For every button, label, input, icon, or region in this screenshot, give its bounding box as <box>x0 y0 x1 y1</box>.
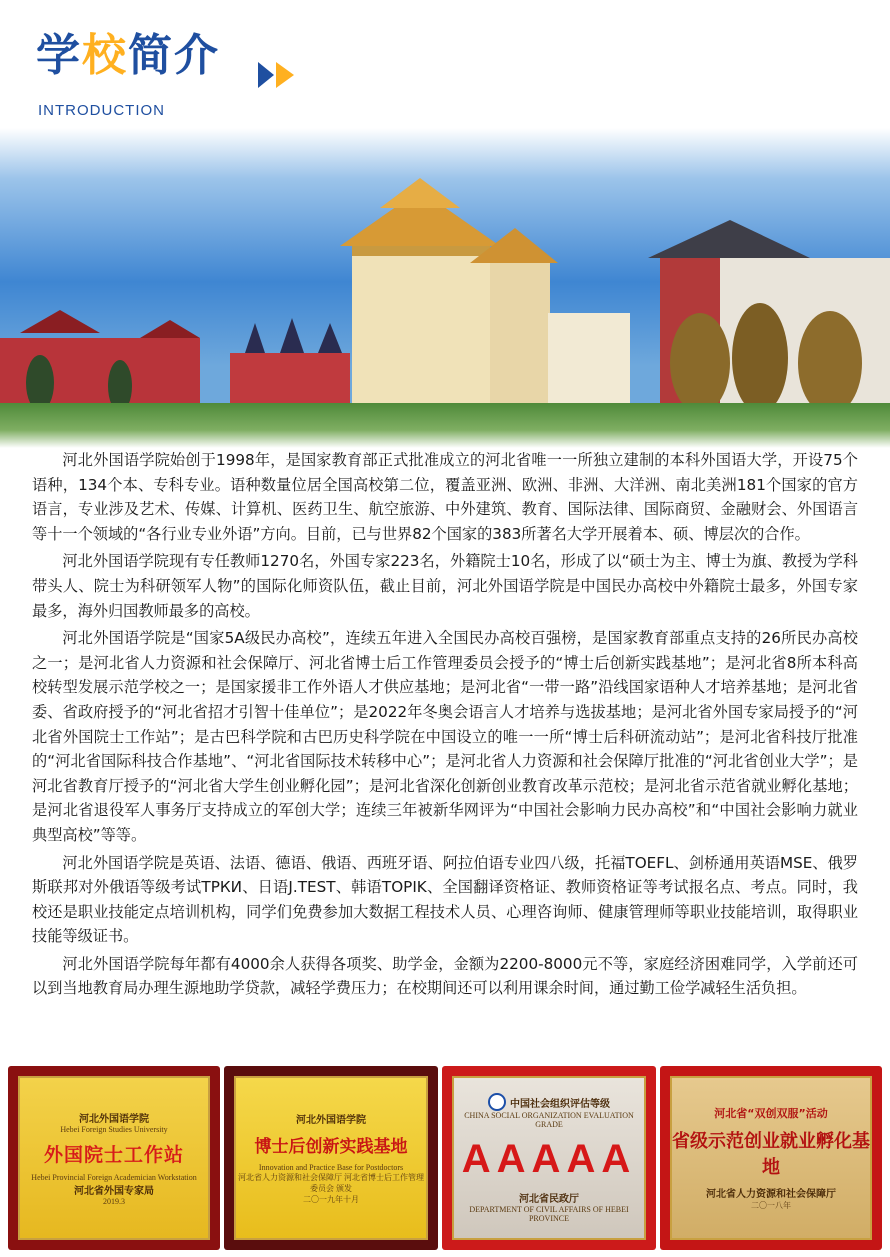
plaque-school-name: 河北外国语学院 <box>296 1115 366 1126</box>
plaque-org-title: 中国社会组织评估等级 <box>510 1098 610 1110</box>
plaque-postdoc-base <box>224 1066 438 1250</box>
campus-photo <box>0 128 890 448</box>
double-arrow-icon <box>258 58 302 92</box>
plaque-5a-rating <box>442 1066 656 1250</box>
intro-paragraph-faculty: 河北外国语学院现有专任教师1270名，外国专家223名，外籍院士10名，形成了以“硕士为主、博士为旗、教授为学科带头人、院士为科研领军人物”的国际化师资队伍，截止目前，河北外国语学院是中国民办高校中外籍院士最多，外国专家最多，海外归国教师最多的高校。 <box>32 552 858 620</box>
honor-plaques <box>8 1066 882 1250</box>
plaque-school-name: 河北外国语学院 <box>79 1114 149 1125</box>
plaque-school-name-en: Hebei Foreign Studies University <box>60 1125 168 1134</box>
plaque-title: 外国院士工作站 <box>43 1144 184 1166</box>
page-header <box>0 0 890 135</box>
page-title <box>36 30 220 81</box>
plaque-issuer: 河北省外国专家局 <box>74 1186 154 1197</box>
title-char-2: 校 <box>82 30 128 81</box>
page-subtitle: INTRODUCTION <box>38 102 165 119</box>
plaque-incubation-base <box>660 1066 882 1250</box>
plaque-title: 博士后创新实践基地 <box>254 1137 408 1157</box>
plaque-issuer: 河北省人力资源和社会保障厅 河北省博士后工作管理委员会 颁发 <box>238 1173 424 1193</box>
plaque-title-en: Hebei Provincial Foreign Academician Workstation <box>31 1173 197 1182</box>
plaque-issuer: 河北省民政厅 <box>519 1194 579 1205</box>
plaque-issuer-en: DEPARTMENT OF CIVIL AFFAIRS OF HEBEI PROVINCE <box>469 1205 629 1223</box>
plaque-academician-workstation <box>8 1066 220 1250</box>
intro-paragraph-honors: 河北外国语学院是“国家5A级民办高校”，连续五年进入全国民办高校百强榜，是国家教育部重点支持的26所民办高校之一；是河北省人力资源和社会保障厅、河北省博士后工作管理委员会授予的“博士后创新实践基地”；是河北省8所本科高校转型发展示范学校之一；是国家援非工作外语人才供应基地；是河北省“一带一路”沿线国家语种人才培养基地；是河北省委、省政府授予的“河北省招才引智十佳单位”；是2022年冬奥会语言人才培养与选拔基地；是河北省外国专家局授予的“河北省外国院士工作站”；是古巴科学院和古巴历史科学院在中国设立的唯一一所“博士后科研流动站”；是河北省科技厅批准的“河北省国际科技合作基地”、“河北省国际技术转移中心”；是河北省人力资源和社会保障厅批准的“河北省创业大学”；是河北省教育厅授予的“河北省大学生创业孵化园”；是河北省深化创新创业教育改革示范校；是河北省示范省就业孵化基地；是河北省退役军人事务厅支持成立的军创大学；连续三年被新华网评为“中国社会影响力民办高校”和“中国社会影响力就业典型高校”等等。 <box>32 629 858 844</box>
title-char-rest: 简介 <box>128 30 220 81</box>
plaque-date: 二〇一八年 <box>751 1201 791 1210</box>
plaque-date: 二〇一九年十月 <box>303 1195 359 1204</box>
intro-paragraph-exams: 河北外国语学院是英语、法语、德语、俄语、西班牙语、阿拉伯语专业四八级，托福TOEFL、剑桥通用英语MSE、俄罗斯联邦对外俄语等级考试ТРКИ、日语J.TEST、韩语TOPIK、全国翻译资格证、教师资格证等考试报名点、考点。同时，我校还是职业技能定点培训机构，同学们免费参加大数据工程技术人员、心理咨询师、健康管理师等职业技能培训，取得职业技能等级证书。 <box>32 853 858 946</box>
intro-paragraph-scholarship: 河北外国语学院每年都有4000余人获得各项奖、助学金，金额为2200-8000元不等，家庭经济困难同学，入学前还可以到当地教育局办理生源地助学贷款，减轻学费压力；在校期间还可以利用课余时间，通过勤工俭学减轻生活负担。 <box>32 954 858 998</box>
plaque-title: 省级示范创业就业孵化基地 <box>672 1131 870 1178</box>
evaluation-logo-icon <box>488 1093 506 1111</box>
intro-paragraph-history: 河北外国语学院始创于1998年，是国家教育部正式批准成立的河北省唯一一所独立建制的本科外国语大学，开设75个语种，134个本、专科专业。语种数量位居全国高校第二位，覆盖亚洲、欧洲、非洲、大洋洲、南北美洲181个国家的官方语言，专业涉及艺术、传媒、计算机、医药卫生、航空旅游、中外建筑、教育、国际法律、国际商贸、金融财会、外国语言等十一个领域的“各行业专业外语”方向。目前，已与世界82个国家的383所著名大学开展着本、硕、博层次的合作。 <box>32 451 858 543</box>
plaque-org-title-en: CHINA SOCIAL ORGANIZATION EVALUATION GRADE <box>464 1111 634 1129</box>
plaque-grade: AAAAA <box>461 1137 637 1181</box>
plaque-title-en: Innovation and Practice Base for Postdoctors <box>258 1163 404 1172</box>
plaque-issuer: 河北省人力资源和社会保障厅 <box>706 1189 836 1200</box>
intro-body <box>32 448 858 1004</box>
title-char-1: 学 <box>36 30 82 81</box>
plaque-activity: 河北省“双创双服”活动 <box>714 1107 828 1120</box>
plaque-header <box>488 1093 610 1111</box>
plaque-date: 2019.3 <box>103 1197 125 1206</box>
